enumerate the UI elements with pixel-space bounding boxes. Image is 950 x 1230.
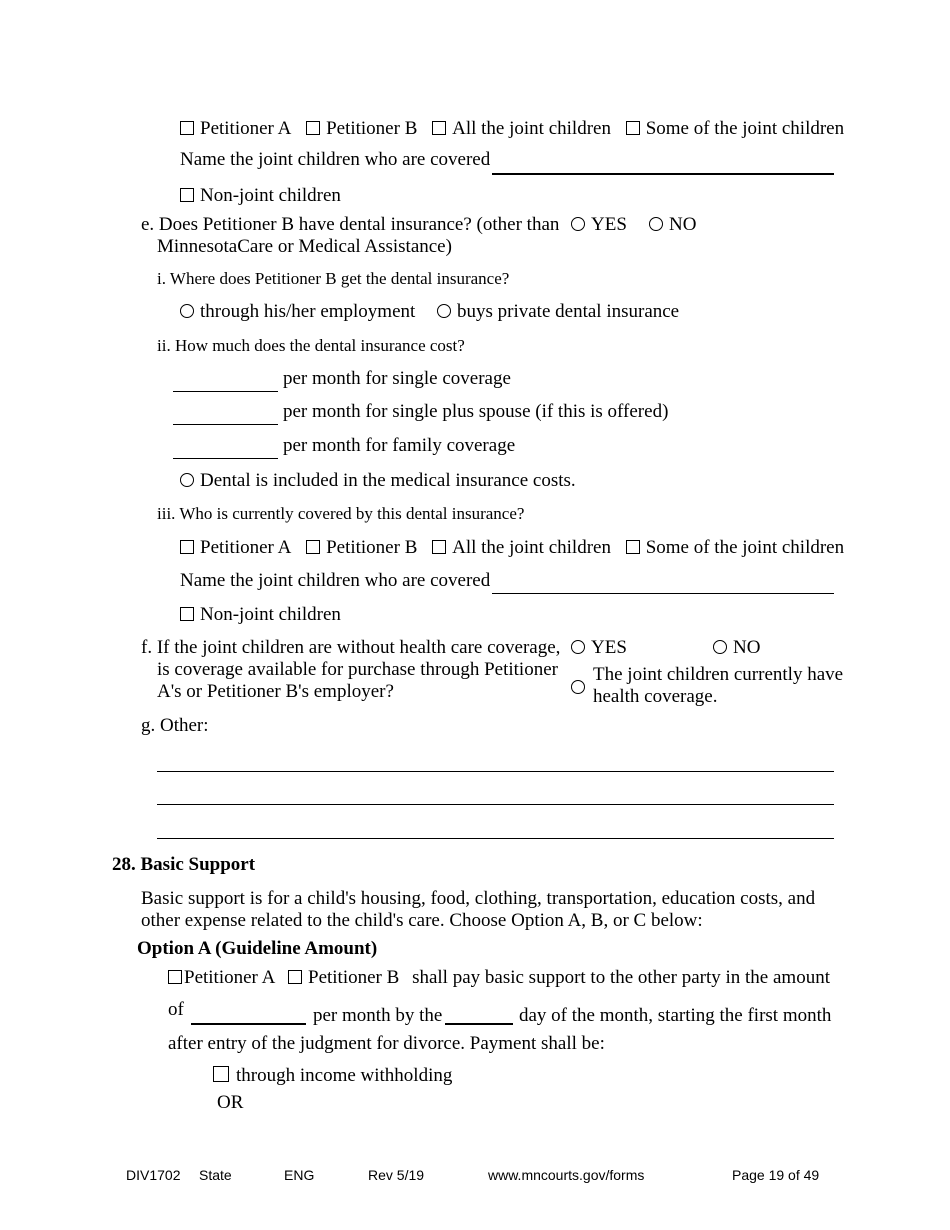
or-label: OR	[217, 1092, 244, 1113]
checkbox-petitioner-b-e[interactable]	[306, 540, 320, 554]
support-amount-field[interactable]	[191, 1023, 306, 1025]
footer-language: ENG	[284, 1167, 315, 1183]
day-of-month-label: day of the month, starting the first month	[519, 1005, 832, 1026]
radio-employment-group: through his/her employment	[180, 301, 415, 323]
footer-url[interactable]: www.mncourts.gov/forms	[488, 1167, 645, 1183]
radio-e-yes-group: YES	[571, 214, 627, 236]
payment-day-field[interactable]	[445, 1023, 513, 1025]
radio-f-yes-group: YES	[571, 637, 627, 659]
non-joint-option-d: Non-joint children	[180, 185, 341, 207]
other-line-3[interactable]	[157, 838, 834, 839]
cost-spouse-label: per month for single plus spouse (if this is offered)	[283, 401, 669, 422]
name-children-field-e[interactable]	[492, 593, 834, 594]
coverage-options-e: Petitioner A Petitioner B All the joint children Some of the joint children	[180, 537, 844, 559]
radio-f-no-group: NO	[713, 637, 760, 659]
radio-private-dental[interactable]	[437, 304, 451, 318]
checkbox-all-joint-e[interactable]	[432, 540, 446, 554]
per-month-label: per month by the	[313, 1005, 443, 1026]
cost-single-field[interactable]	[173, 391, 278, 392]
have-coverage-line2: health coverage.	[593, 686, 718, 707]
footer-revision: Rev 5/19	[368, 1167, 425, 1183]
question-e-i: i. Where does Petitioner B get the dental insurance?	[157, 269, 510, 288]
checkbox-petitioner-a-e[interactable]	[180, 540, 194, 554]
question-f-line2: is coverage available for purchase through Petitioner	[157, 659, 558, 680]
question-e-line2: MinnesotaCare or Medical Assistance)	[157, 236, 452, 257]
radio-e-no-group: NO	[649, 214, 696, 236]
have-coverage-line1: The joint children currently have	[593, 664, 844, 685]
question-e-iii: iii. Who is currently covered by this dental insurance?	[157, 504, 525, 523]
name-children-label-e: Name the joint children who are covered	[180, 570, 491, 591]
radio-dental-included[interactable]	[180, 473, 194, 487]
checkbox-petitioner-b-d[interactable]	[306, 121, 320, 135]
non-joint-option-e: Non-joint children	[180, 604, 341, 626]
checkbox-non-joint-e[interactable]	[180, 607, 194, 621]
option-a-payer-line: Petitioner A Petitioner B shall pay basic support to the other party in the amount	[168, 967, 830, 989]
checkbox-some-joint-d[interactable]	[626, 121, 640, 135]
other-line-2[interactable]	[157, 804, 834, 805]
checkbox-payer-petitioner-b[interactable]	[288, 970, 302, 984]
radio-f-no[interactable]	[713, 640, 727, 654]
radio-e-yes[interactable]	[571, 217, 585, 231]
footer-state: State	[199, 1167, 232, 1183]
name-children-label-d: Name the joint children who are covered	[180, 149, 491, 170]
other-line-1[interactable]	[157, 771, 834, 772]
checkbox-all-joint-d[interactable]	[432, 121, 446, 135]
footer-page-number: Page 19 of 49	[732, 1167, 820, 1183]
cost-spouse-field[interactable]	[173, 424, 278, 425]
withholding-option: through income withholding	[213, 1065, 452, 1087]
option-a-heading: Option A (Guideline Amount)	[137, 938, 378, 959]
question-f-line1: f. If the joint children are without health care coverage,	[141, 637, 561, 658]
checkbox-payer-petitioner-a[interactable]	[168, 970, 182, 984]
radio-employment[interactable]	[180, 304, 194, 318]
checkbox-petitioner-a-d[interactable]	[180, 121, 194, 135]
coverage-options-d: Petitioner A Petitioner B All the joint children Some of the joint children	[180, 118, 844, 140]
radio-e-no[interactable]	[649, 217, 663, 231]
section-28-desc-line2: other expense related to the child's care. Choose Option A, B, or C below:	[141, 910, 703, 931]
other-label: g. Other:	[141, 715, 209, 736]
cost-single-label: per month for single coverage	[283, 368, 511, 389]
cost-family-label: per month for family coverage	[283, 435, 516, 456]
section-28-desc-line1: Basic support is for a child's housing, food, clothing, transportation, education costs, and	[141, 888, 816, 909]
question-e-ii: ii. How much does the dental insurance cost?	[157, 336, 465, 355]
cost-family-field[interactable]	[173, 458, 278, 459]
section-28-heading: 28. Basic Support	[112, 854, 256, 875]
question-f-line3: A's or Petitioner B's employer?	[157, 681, 394, 702]
checkbox-some-joint-e[interactable]	[626, 540, 640, 554]
dental-included-group: Dental is included in the medical insurance costs.	[180, 470, 576, 492]
checkbox-non-joint-d[interactable]	[180, 188, 194, 202]
question-e-line1: e. Does Petitioner B have dental insurance? (other than	[141, 214, 560, 235]
name-children-field-d[interactable]	[492, 173, 834, 175]
checkbox-income-withholding[interactable]	[213, 1066, 229, 1082]
radio-private-group: buys private dental insurance	[437, 301, 679, 323]
after-entry-text: after entry of the judgment for divorce. Payment shall be:	[168, 1033, 605, 1054]
footer-form-id: DIV1702	[126, 1167, 181, 1183]
of-label: of	[168, 999, 184, 1020]
radio-f-yes[interactable]	[571, 640, 585, 654]
radio-f-have-coverage[interactable]	[571, 680, 585, 694]
